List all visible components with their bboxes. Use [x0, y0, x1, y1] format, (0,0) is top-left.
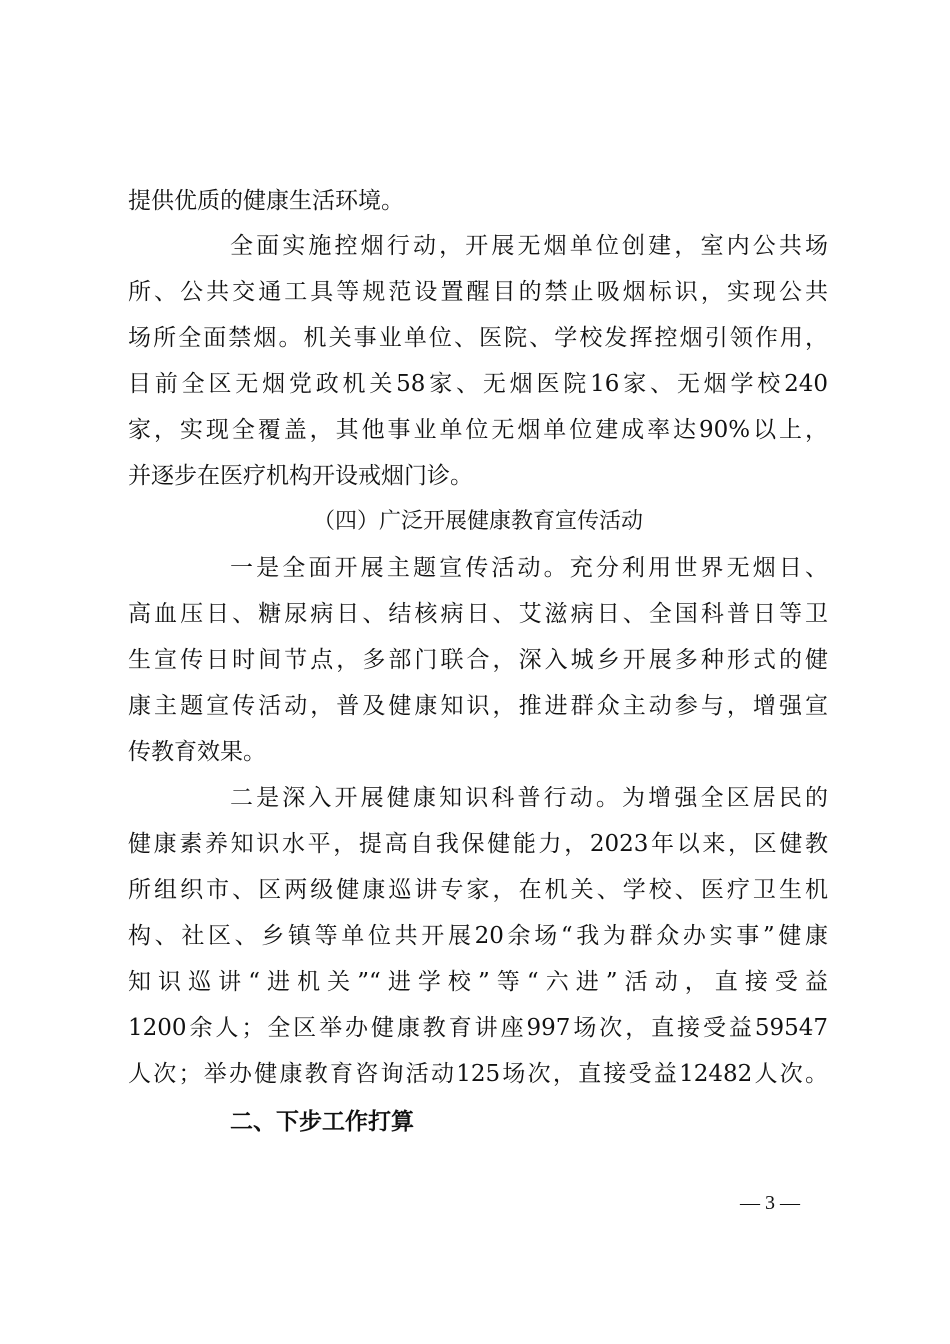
paragraph-line: 高血压日、糖尿病日、结核病日、艾滋病日、全国科普日等卫 [128, 601, 828, 627]
paragraph-line: 二是深入开展健康知识科普行动。为增强全区居民的 [230, 785, 828, 811]
paragraph-line: 并逐步在医疗机构开设戒烟门诊。 [128, 463, 473, 489]
paragraph-line: 知识巡讲“进机关”“进学校”等“六进”活动，直接受益 [128, 969, 828, 995]
paragraph-line: 所组织市、区两级健康巡讲专家，在机关、学校、医疗卫生机 [128, 877, 828, 903]
paragraph-line: 构、社区、乡镇等单位共开展20余场“我为群众办实事”健康 [128, 923, 828, 949]
paragraph-line: 传教育效果。 [128, 739, 266, 765]
paragraph-line: 生宣传日时间节点，多部门联合，深入城乡开展多种形式的健 [128, 647, 828, 673]
section-subheading: （四）广泛开展健康教育宣传活动 [312, 509, 643, 534]
paragraph-line: 提供优质的健康生活环境。 [128, 188, 404, 214]
paragraph-line: 所、公共交通工具等规范设置醒目的禁止吸烟标识，实现公共 [128, 279, 828, 305]
paragraph-line: 康主题宣传活动，普及健康知识，推进群众主动参与，增强宣 [128, 693, 828, 719]
paragraph-line: 人次；举办健康教育咨询活动125场次，直接受益12482人次。 [128, 1061, 828, 1087]
paragraph-line: 一是全面开展主题宣传活动。充分利用世界无烟日、 [230, 555, 828, 581]
paragraph-line: 健康素养知识水平，提高自我保健能力，2023年以来，区健教 [128, 831, 828, 857]
paragraph-line: 场所全面禁烟。机关事业单位、医院、学校发挥控烟引领作用， [128, 325, 828, 351]
paragraph-line: 全面实施控烟行动，开展无烟单位创建，室内公共场 [230, 233, 828, 259]
paragraph-line: 目前全区无烟党政机关58家、无烟医院16家、无烟学校240 [128, 371, 828, 397]
paragraph-line: 家，实现全覆盖，其他事业单位无烟单位建成率达90%以上， [128, 417, 828, 443]
section-heading: 二、下步工作打算 [230, 1109, 414, 1135]
paragraph-line: 1200余人；全区举办健康教育讲座997场次，直接受益59547 [128, 1015, 828, 1041]
page-number: — 3 — [740, 1192, 800, 1214]
